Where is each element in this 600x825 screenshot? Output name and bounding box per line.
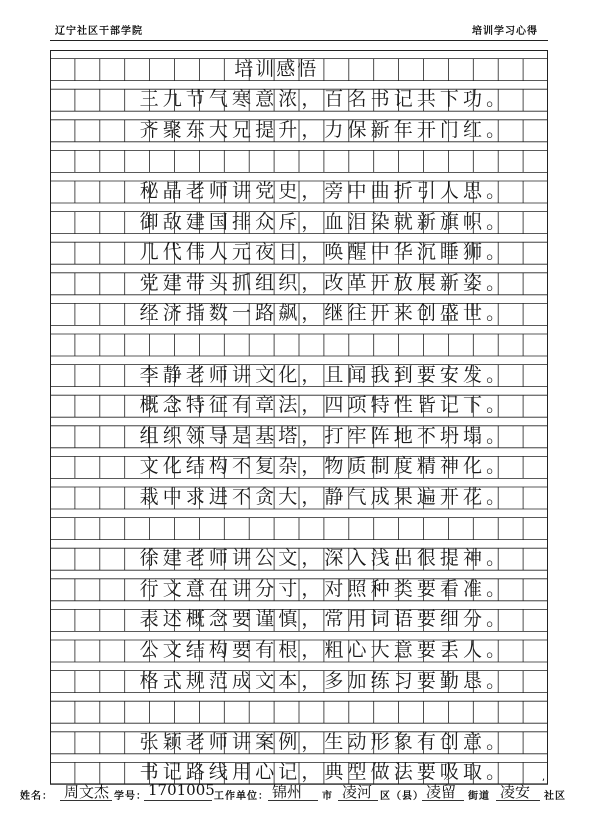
footer-info [20, 783, 580, 805]
poem-title: 培训感悟 [234, 57, 319, 80]
writing-grid [50, 50, 548, 785]
unit-community: 凌安 [500, 783, 531, 801]
id-underline [144, 800, 212, 801]
poem-line: 组织领导是基塔，打牢阵地不坍塌。 [139, 424, 510, 447]
unit-district: 凌河 [342, 783, 373, 801]
unit-city: 锦州 [272, 783, 303, 801]
poem-line: 公文结构要有根，粗心大意要丢人。 [139, 639, 510, 661]
poem-line: 文化结构不复杂，物质制度精神化。 [139, 455, 510, 478]
poem-line: 经济指数一路飙，继往开来创盛世。 [139, 302, 510, 325]
poem-line: 行文意在讲分寸，对照种类要看准。 [139, 577, 510, 600]
district-underline [338, 800, 378, 801]
poem-line: 三九节气寒意浓，百名书记共下功。 [139, 88, 510, 111]
poem-line: 书记路线用心记，典型做法要吸取。 [139, 761, 510, 784]
id-label: 学号： [114, 791, 147, 802]
poem-line: 徐建老师讲公文，深入浅出很提神。 [139, 547, 510, 570]
street-underline [422, 800, 464, 801]
header-rule [50, 40, 548, 41]
poem-line: 栽中求进不贪大，静气成果遍开花。 [139, 486, 510, 508]
poem-line: 齐聚东大兄提升，力保新年开门红。 [139, 118, 510, 141]
unit-street: 凌留 [426, 783, 457, 801]
poem-line: 秘晶老师讲党史，旁中曲折引人思。 [139, 180, 510, 202]
poem-line: 表述概念要谨慎，常用词语要细分。 [139, 608, 510, 631]
district-label: 区（县） [380, 791, 424, 802]
poem-line: 李静老师讲文化，且闻我到要安发。 [139, 363, 510, 386]
name-value: 周文杰 [64, 783, 110, 801]
stray-mark: , [541, 772, 545, 783]
poem-line: 御敌建国排众斥，血泪染就新旗帜。 [139, 210, 510, 233]
unit-label: 工作单位： [214, 791, 269, 802]
poem-line: 几代伟人元夜日，唤醒中华沉睡狮。 [139, 241, 510, 264]
city-underline [268, 800, 318, 801]
header-doc-type: 培训学习心得 [472, 26, 538, 37]
poem-line: 党建带头抓组织，改革开放展新姿。 [139, 271, 510, 294]
poem-line: 概念特征有章法，四项特性皆记下。 [139, 394, 510, 417]
city-label: 市 [322, 791, 333, 802]
id-value: 1701005 [148, 781, 215, 799]
community-underline [496, 800, 540, 801]
name-label: 姓名： [20, 791, 53, 802]
poem-line: 张颖老师讲案例，生动形象有创意。 [139, 730, 510, 753]
community-label: 社区 [544, 791, 566, 802]
street-label: 街道 [468, 791, 490, 802]
name-underline [60, 800, 112, 801]
header-institution: 辽宁社区干部学院 [55, 26, 143, 37]
poem-line: 格式规范成文本，多加练习要勤恳。 [139, 669, 510, 692]
